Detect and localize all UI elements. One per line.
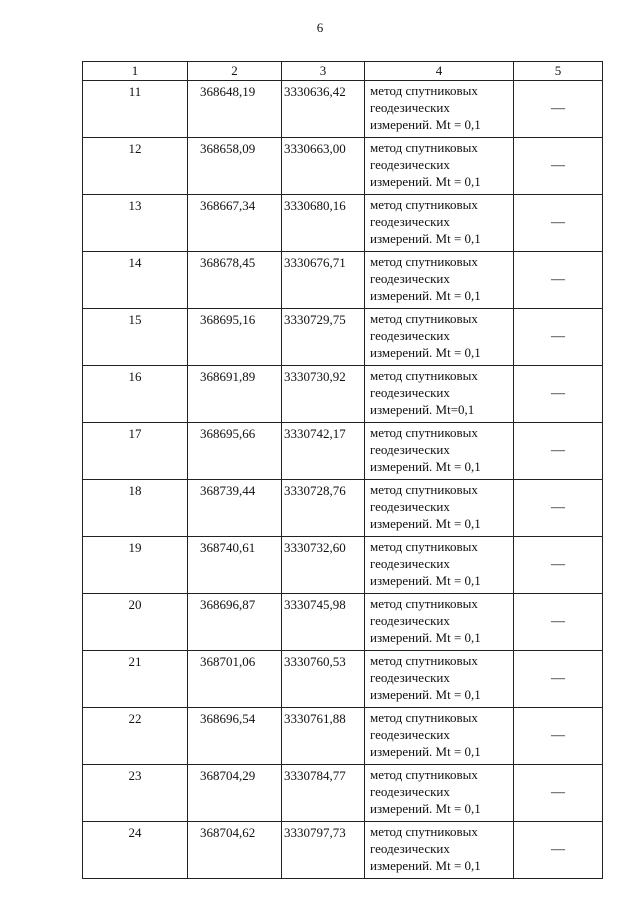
method-line: измерений. Mt = 0,1: [370, 288, 481, 303]
method-line: геодезических: [370, 670, 450, 685]
method-line: геодезических: [370, 157, 450, 172]
accuracy-dash: —: [514, 138, 603, 195]
point-number: 23: [83, 765, 188, 822]
y-coordinate: 3330676,71: [284, 255, 346, 270]
y-coordinate: 3330663,00: [284, 141, 346, 156]
accuracy-dash: —: [514, 537, 603, 594]
method-line: измерений. Mt = 0,1: [370, 117, 481, 132]
x-coordinate: 368696,54: [200, 711, 256, 726]
accuracy-dash: —: [514, 765, 603, 822]
x-coordinate: 368691,89: [200, 369, 256, 384]
method-cell: [365, 81, 514, 138]
x-coordinate: 368740,61: [200, 540, 256, 555]
method-line: метод спутниковых: [370, 425, 478, 440]
table-row: [83, 708, 603, 765]
x-coordinate: 368704,62: [200, 825, 256, 840]
x-coordinate: 368658,09: [200, 141, 256, 156]
method-line: измерений. Mt = 0,1: [370, 801, 481, 816]
table-row: [83, 480, 603, 537]
table-row: [83, 138, 603, 195]
point-number: 20: [83, 594, 188, 651]
column-header: 2: [188, 62, 282, 81]
y-coordinate: 3330745,98: [284, 597, 346, 612]
coordinates-table: [82, 61, 603, 879]
method-line: метод спутниковых: [370, 482, 478, 497]
point-number: 11: [83, 81, 188, 138]
method-line: геодезических: [370, 100, 450, 115]
table-row: [83, 81, 603, 138]
point-number: 19: [83, 537, 188, 594]
method-line: измерений. Mt=0,1: [370, 402, 475, 417]
method-line: измерений. Mt = 0,1: [370, 174, 481, 189]
point-number: 22: [83, 708, 188, 765]
accuracy-dash: —: [514, 309, 603, 366]
method-line: метод спутниковых: [370, 596, 478, 611]
y-coordinate: 3330730,92: [284, 369, 346, 384]
method-line: геодезических: [370, 271, 450, 286]
method-line: измерений. Mt = 0,1: [370, 516, 481, 531]
method-cell: [365, 138, 514, 195]
accuracy-dash: —: [514, 252, 603, 309]
y-coordinate: 3330636,42: [284, 84, 346, 99]
method-line: измерений. Mt = 0,1: [370, 231, 481, 246]
method-line: геодезических: [370, 784, 450, 799]
method-cell: [365, 765, 514, 822]
point-number: 13: [83, 195, 188, 252]
method-cell: [365, 708, 514, 765]
method-cell: [365, 480, 514, 537]
method-line: метод спутниковых: [370, 254, 478, 269]
method-cell: [365, 651, 514, 708]
point-number: 17: [83, 423, 188, 480]
accuracy-dash: —: [514, 480, 603, 537]
method-line: измерений. Mt = 0,1: [370, 459, 481, 474]
method-cell: [365, 309, 514, 366]
method-line: измерений. Mt = 0,1: [370, 630, 481, 645]
x-coordinate: 368704,29: [200, 768, 256, 783]
x-coordinate: 368678,45: [200, 255, 256, 270]
method-line: геодезических: [370, 214, 450, 229]
x-coordinate: 368695,66: [200, 426, 256, 441]
method-line: метод спутниковых: [370, 83, 478, 98]
accuracy-dash: —: [514, 651, 603, 708]
x-coordinate: 368695,16: [200, 312, 256, 327]
x-coordinate: 368696,87: [200, 597, 256, 612]
point-number: 18: [83, 480, 188, 537]
x-coordinate: 368648,19: [200, 84, 256, 99]
method-cell: [365, 366, 514, 423]
method-cell: [365, 594, 514, 651]
point-number: 12: [83, 138, 188, 195]
accuracy-dash: —: [514, 708, 603, 765]
accuracy-dash: —: [514, 822, 603, 879]
accuracy-dash: —: [514, 366, 603, 423]
table-row: [83, 309, 603, 366]
y-coordinate: 3330761,88: [284, 711, 346, 726]
accuracy-dash: —: [514, 423, 603, 480]
table-row: [83, 366, 603, 423]
method-cell: [365, 195, 514, 252]
method-line: геодезических: [370, 442, 450, 457]
point-number: 14: [83, 252, 188, 309]
y-coordinate: 3330760,53: [284, 654, 346, 669]
table-row: [83, 195, 603, 252]
method-line: метод спутниковых: [370, 140, 478, 155]
accuracy-dash: —: [514, 195, 603, 252]
method-line: геодезических: [370, 613, 450, 628]
y-coordinate: 3330728,76: [284, 483, 346, 498]
method-line: метод спутниковых: [370, 824, 478, 839]
method-cell: [365, 252, 514, 309]
y-coordinate: 3330732,60: [284, 540, 346, 555]
method-line: метод спутниковых: [370, 539, 478, 554]
method-line: геодезических: [370, 841, 450, 856]
point-number: 16: [83, 366, 188, 423]
accuracy-dash: —: [514, 81, 603, 138]
y-coordinate: 3330729,75: [284, 312, 346, 327]
table-row: [83, 423, 603, 480]
method-line: метод спутниковых: [370, 767, 478, 782]
table-row: [83, 594, 603, 651]
table-row: [83, 252, 603, 309]
table-row: [83, 651, 603, 708]
method-cell: [365, 537, 514, 594]
column-header: 4: [365, 62, 514, 81]
point-number: 21: [83, 651, 188, 708]
method-line: измерений. Mt = 0,1: [370, 345, 481, 360]
method-line: измерений. Mt = 0,1: [370, 858, 481, 873]
y-coordinate: 3330784,77: [284, 768, 346, 783]
x-coordinate: 368739,44: [200, 483, 256, 498]
method-cell: [365, 423, 514, 480]
column-header: 3: [282, 62, 365, 81]
table-header-row: [83, 62, 603, 81]
method-line: геодезических: [370, 328, 450, 343]
method-line: геодезических: [370, 499, 450, 514]
method-line: метод спутниковых: [370, 710, 478, 725]
y-coordinate: 3330797,73: [284, 825, 346, 840]
method-cell: [365, 822, 514, 879]
table-row: [83, 765, 603, 822]
point-number: 24: [83, 822, 188, 879]
x-coordinate: 368701,06: [200, 654, 256, 669]
column-header: 5: [514, 62, 603, 81]
table-row: [83, 822, 603, 879]
y-coordinate: 3330680,16: [284, 198, 346, 213]
accuracy-dash: —: [514, 594, 603, 651]
method-line: геодезических: [370, 727, 450, 742]
method-line: измерений. Mt = 0,1: [370, 687, 481, 702]
method-line: геодезических: [370, 556, 450, 571]
point-number: 15: [83, 309, 188, 366]
method-line: метод спутниковых: [370, 368, 478, 383]
method-line: геодезических: [370, 385, 450, 400]
table-row: [83, 537, 603, 594]
table-body: [83, 81, 603, 879]
y-coordinate: 3330742,17: [284, 426, 346, 441]
column-header: 1: [83, 62, 188, 81]
method-line: метод спутниковых: [370, 197, 478, 212]
x-coordinate: 368667,34: [200, 198, 256, 213]
method-line: метод спутниковых: [370, 653, 478, 668]
page-number: 6: [316, 20, 324, 35]
method-line: измерений. Mt = 0,1: [370, 744, 481, 759]
method-line: измерений. Mt = 0,1: [370, 573, 481, 588]
method-line: метод спутниковых: [370, 311, 478, 326]
